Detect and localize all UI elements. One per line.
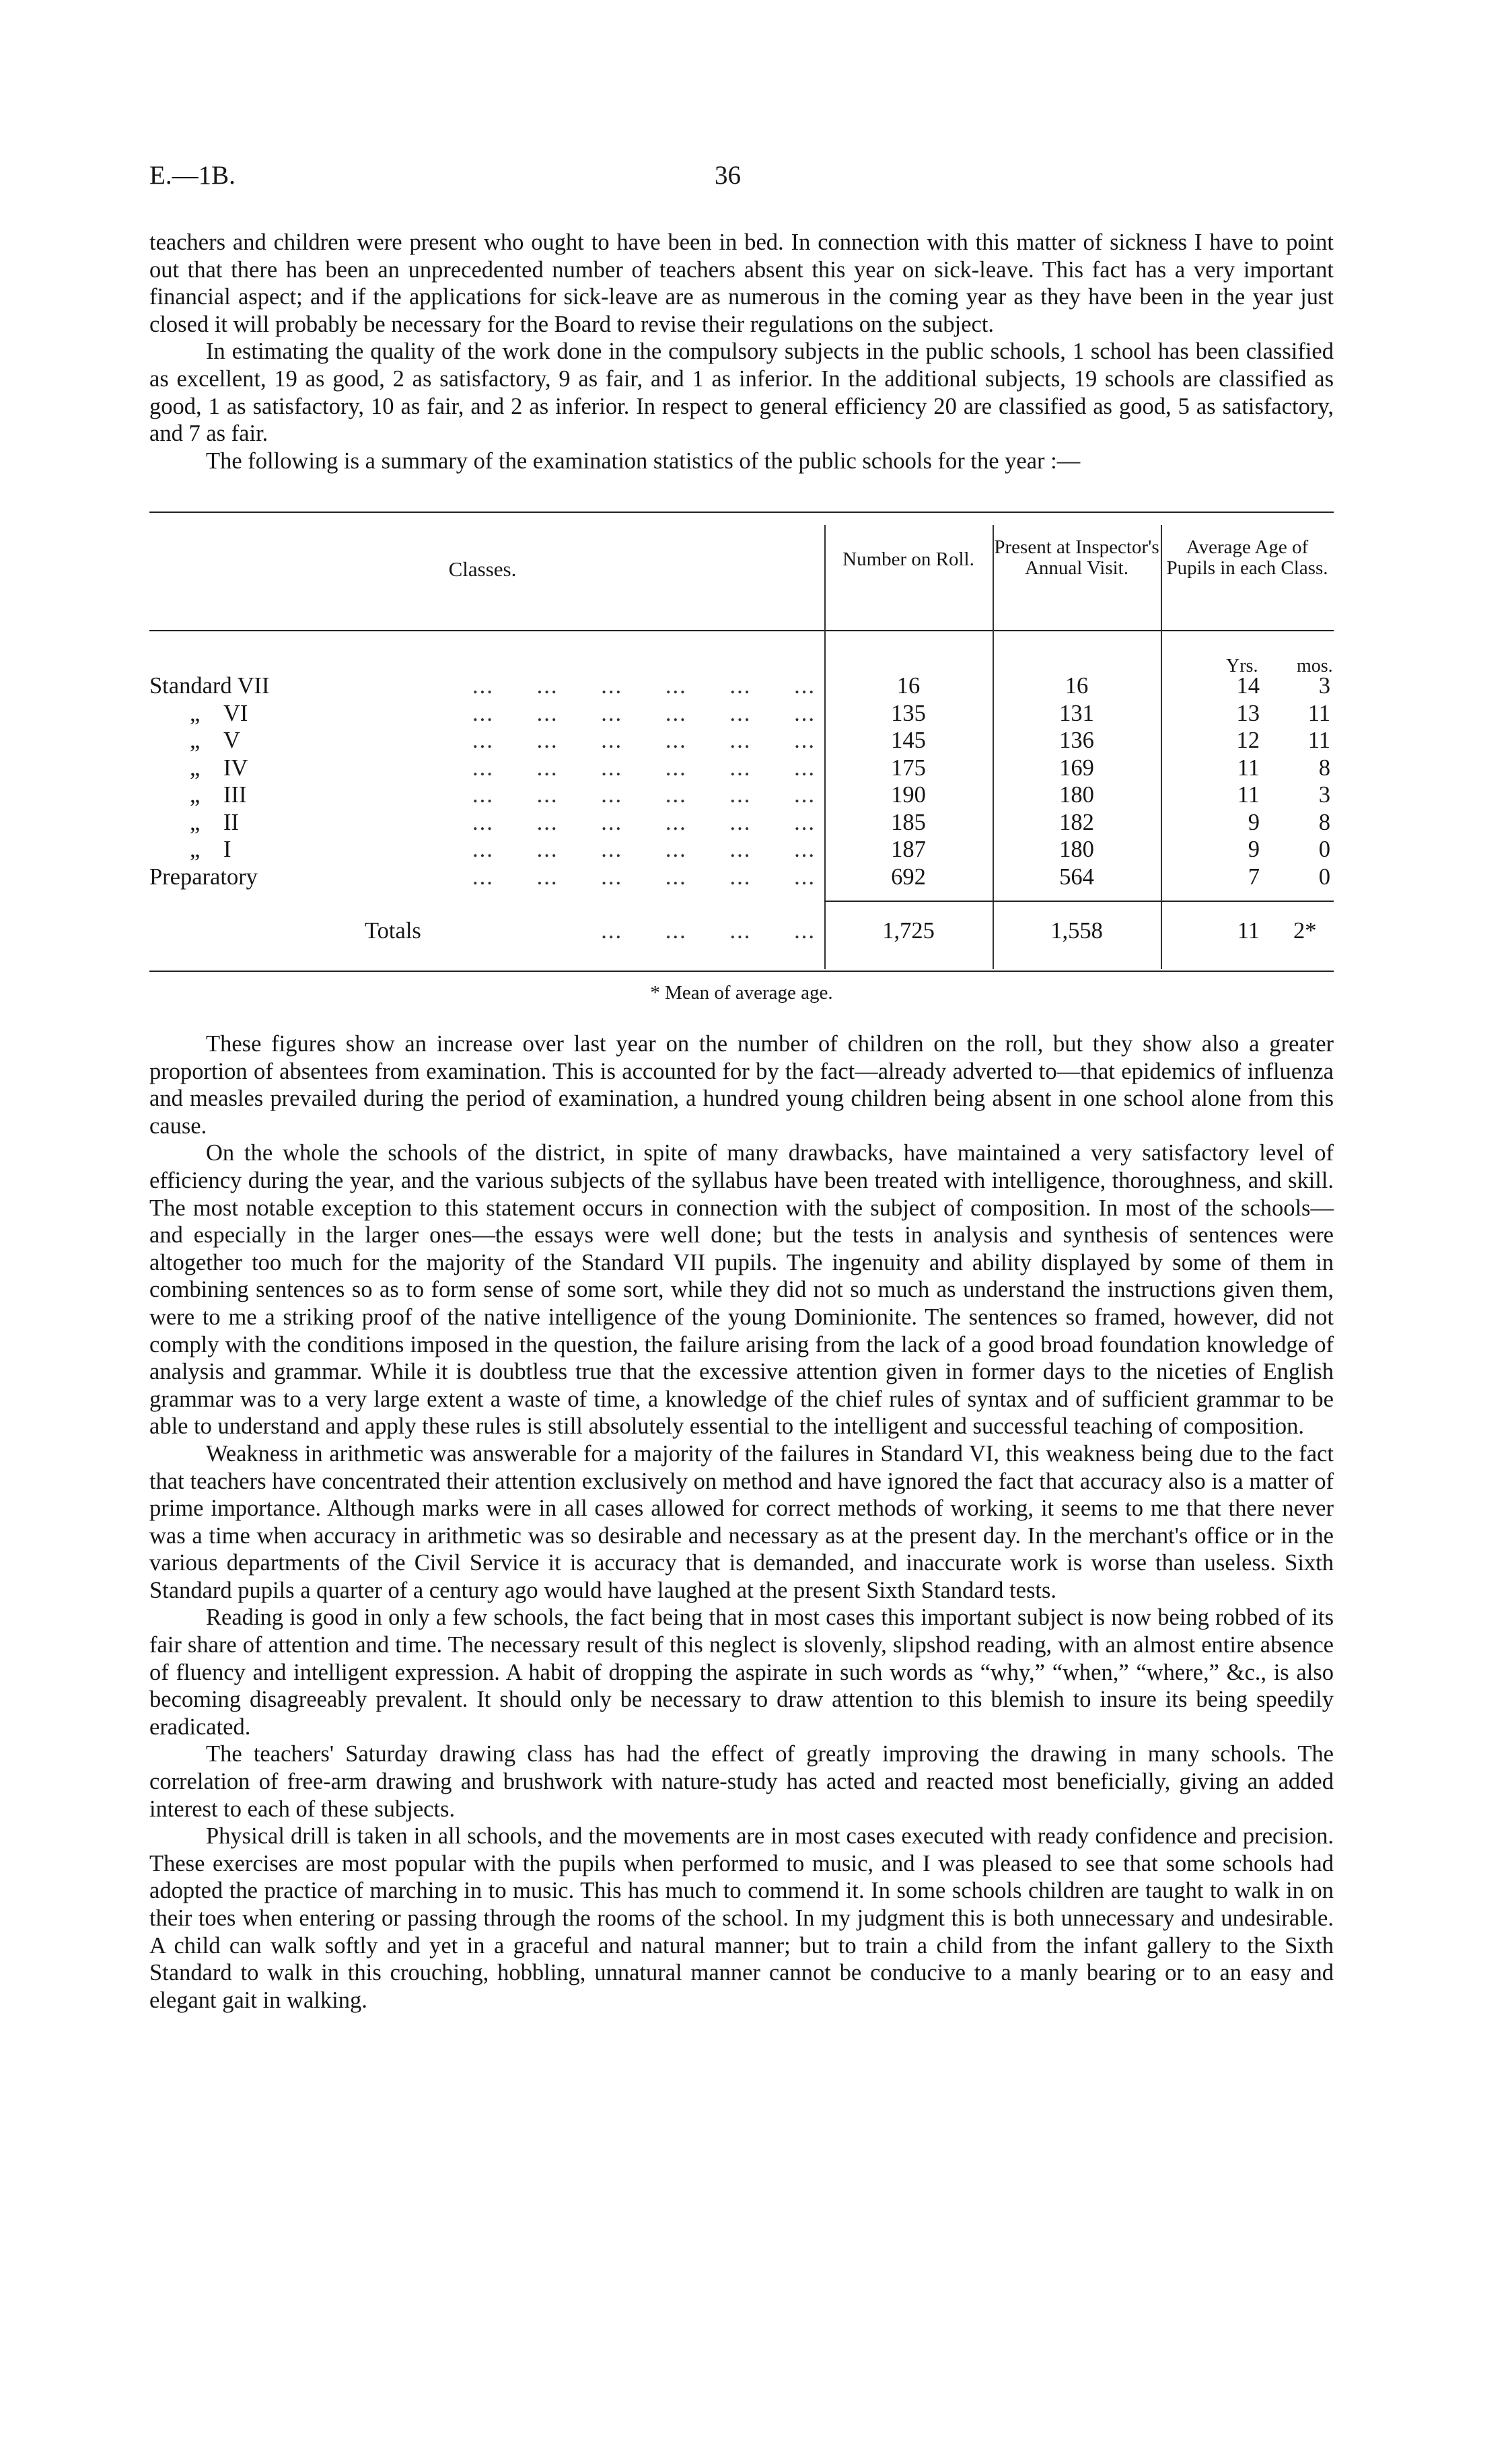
dot-leader: ... [729, 700, 752, 726]
row-class-label: VI [223, 700, 248, 726]
row-leader [351, 673, 816, 699]
dot-leader: ... [665, 809, 687, 835]
row-present: 180 [1059, 837, 1094, 862]
dot-leader: ... [536, 673, 559, 699]
row-class-label: Standard VII [149, 673, 270, 699]
dot-leader: ... [601, 673, 623, 699]
dot-leader: ... [729, 754, 752, 781]
dot-leader: ... [665, 700, 687, 726]
body-text [149, 1030, 1334, 2014]
table-top-rule [149, 512, 1334, 513]
dot-leader: ... [794, 918, 816, 944]
dot-leader: ... [729, 728, 752, 753]
row-leader [351, 728, 816, 754]
header-number-on-roll: Number on Roll. [842, 549, 974, 570]
dot-leader: ... [729, 782, 752, 808]
row-class-label: Preparatory [149, 864, 258, 890]
row-number-on-roll: 692 [891, 864, 926, 890]
row-present: 180 [1059, 782, 1094, 808]
dot-leader: ... [729, 918, 752, 944]
totals-leader [452, 918, 816, 944]
dot-leader: ... [472, 809, 494, 835]
row-age-years: 11 [1237, 754, 1260, 781]
row-age-months: 3 [1318, 673, 1330, 699]
row-age-years: 12 [1236, 728, 1260, 753]
row-class-label: V [223, 728, 240, 753]
row-ditto-mark: „ [190, 754, 201, 781]
totals-rule [824, 901, 1334, 902]
row-present: 16 [1065, 673, 1089, 699]
paragraph: Physical drill is taken in all schools, and the movements are in most cases executed with ready confidence and precision. These exercises are most popular with the pupils when performed to music, and I was pleased to see that some schools had adopted the practice of marching in to music. This has much to commend it. In some schools children are taught to walk in on their toes when entering or passing through the rooms of the school. In my judgment this is both unnecessary and undesirable. A child can walk softly and yet in a graceful and natural manner; but to train a child from the infant gallery to the Sixth Standard to walk in this crouching, hobbling, unnatural manner cannot be conducive to a manly bearing or to an easy and elegant gait in walking. [149, 1823, 1334, 2013]
dot-leader: ... [794, 673, 816, 699]
dot-leader: ... [794, 864, 816, 890]
dot-leader: ... [665, 754, 687, 781]
row-number-on-roll: 185 [891, 809, 926, 835]
dot-leader: ... [536, 728, 559, 753]
paragraph: In estimating the quality of the work done in the compulsory subjects in the public schools, 1 school has been classified as excellent, 19 as good, 2 as satisfactory, 9 as fair, and 1 as inferior. In the additional subjects, 19 schools are classified as good, 1 as satisfactory, 10 as fair, and 2 as inferior. In respect to general efficiency 20 are classified as good, 5 as satisfactory, and 7 as fair. [149, 339, 1334, 447]
row-class-label: I [223, 837, 231, 862]
row-age-years: 7 [1248, 864, 1260, 890]
dot-leader: ... [536, 700, 559, 726]
table-footnote: * Mean of average age. [650, 982, 833, 1004]
totals-label: Totals [365, 918, 421, 944]
row-leader [351, 864, 816, 890]
totals-roll: 1,725 [882, 918, 935, 944]
dot-leader: ... [794, 754, 816, 781]
intro-text [149, 229, 1334, 474]
row-number-on-roll: 175 [891, 754, 926, 781]
dot-leader: ... [794, 837, 816, 862]
row-present: 136 [1059, 728, 1094, 753]
dot-leader: ... [472, 728, 494, 753]
row-age-months: 3 [1318, 782, 1330, 808]
paragraph: The following is a summary of the examination statistics of the public schools for the year :— [206, 448, 1081, 474]
row-leader [351, 782, 816, 808]
dot-leader: ... [536, 837, 559, 862]
dot-leader: ... [794, 809, 816, 835]
paragraph: The teachers' Saturday drawing class has had the effect of greatly improving the drawing in many schools. The correlation of free-arm drawing and brushwork with nature-study has acted and reacted most beneficially, giving an added interest to each of these subjects. [149, 1741, 1334, 1822]
row-age-months: 8 [1318, 754, 1330, 781]
row-leader [351, 810, 816, 836]
dot-leader: ... [794, 728, 816, 753]
dot-leader: ... [601, 728, 623, 753]
dot-leader: ... [794, 782, 816, 808]
row-age-years: 14 [1236, 673, 1260, 699]
age-unit-months: mos. [1297, 656, 1333, 676]
examination-statistics-table [149, 512, 1334, 983]
dot-leader: ... [729, 837, 752, 862]
row-age-months: 8 [1318, 809, 1330, 835]
row-leader [351, 701, 816, 727]
dot-leader: ... [601, 700, 623, 726]
row-present: 182 [1059, 809, 1094, 835]
dot-leader: ... [536, 864, 559, 890]
dot-leader: ... [601, 754, 623, 781]
dot-leader: ... [472, 673, 494, 699]
dot-leader: ... [601, 918, 623, 944]
page-header [149, 160, 1361, 201]
header-bottom-rule [149, 630, 1334, 631]
dot-leader: ... [729, 809, 752, 835]
paragraph: Weakness in arithmetic was answerable for a majority of the failures in Standard VI, this weakness being due to the fact that teachers have concentrated their attention exclusively on method and have ignored the fact that accuracy also is a matter of prime importance. Although marks were in all cases allowed for correct methods of working, it seems to me that there never was a time when accuracy in arithmetic was so desirable and necessary as at the present day. In the merchant's office or in the various departments of the Civil Service it is accuracy that is demanded, and inaccurate work is worse than useless. Sixth Standard pupils a quarter of a century ago would have laughed at the present Sixth Standard tests. [149, 1440, 1334, 1603]
row-ditto-mark: „ [190, 728, 201, 753]
row-class-label: II [223, 809, 239, 835]
header-average-age: Average Age of Pupils in each Class. [1166, 536, 1328, 579]
row-number-on-roll: 135 [891, 700, 926, 726]
header-classes: Classes. [448, 557, 517, 581]
totals-years: 11 [1237, 918, 1260, 944]
paragraph: teachers and children were present who ought to have been in bed. In connection with this matter of sickness I have to point out that there has been an unprecedented number of teachers absent this year on sick-leave. This fact has a very important financial aspect; and if the applications for sick-leave are as numerous in the coming year as they have been in the year just closed it will probably be necessary for the Board to revise their regulations on the subject. [149, 230, 1334, 337]
row-age-years: 9 [1248, 837, 1260, 862]
dot-leader: ... [472, 837, 494, 862]
row-leader [351, 755, 816, 781]
dot-leader: ... [665, 728, 687, 753]
row-number-on-roll: 190 [891, 782, 926, 808]
row-present: 564 [1059, 864, 1094, 890]
age-unit-years: Yrs. [1226, 656, 1258, 676]
row-age-months: 11 [1307, 700, 1330, 726]
paragraph: These figures show an increase over last year on the number of children on the roll, but they show also a greater proportion of absentees from examination. This is accounted for by the fact—already adverted to—that epidemics of influenza and measles prevailed during the period of examination, a hundred young children being absent in one school alone from this cause. [149, 1031, 1334, 1139]
dot-leader: ... [665, 782, 687, 808]
row-class-label: IV [223, 754, 248, 781]
row-present: 131 [1059, 700, 1094, 726]
dot-leader: ... [536, 782, 559, 808]
row-ditto-mark: „ [190, 782, 201, 808]
dot-leader: ... [665, 864, 687, 890]
row-class-label: III [223, 782, 247, 808]
row-age-months: 11 [1307, 728, 1330, 753]
table-bottom-rule [149, 971, 1334, 972]
row-number-on-roll: 187 [891, 837, 926, 862]
dot-leader: ... [536, 754, 559, 781]
row-age-years: 11 [1237, 782, 1260, 808]
row-age-months: 0 [1318, 864, 1330, 890]
dot-leader: ... [794, 700, 816, 726]
totals-present: 1,558 [1050, 918, 1103, 944]
column-divider [1161, 525, 1162, 969]
dot-leader: ... [472, 754, 494, 781]
row-number-on-roll: 16 [896, 673, 921, 699]
row-present: 169 [1059, 754, 1094, 781]
page-number: 36 [715, 161, 741, 190]
dot-leader: ... [665, 673, 687, 699]
paragraph: On the whole the schools of the district, in spite of many drawbacks, have maintained a very satisfactory level of efficiency during the year, and the various subjects of the syllabus have been treated with intelligence, thoroughness, and skill. The most notable exception to this statement occurs in connection with the subject of composition. In most of the schools—and especially in the larger ones—the essays were well done; but the tests in analysis and synthesis of sentences were altogether too much for the majority of the Standard VII pupils. The ingenuity and ability displayed by some of them in combining sentences so as to form sense of some sort, while they did not so much as understand the instructions given them, were to me a striking proof of the native intelligence of the young Dominionite. The sentences so framed, however, did not comply with the conditions imposed in the question, the failure arising from the lack of a good broad foundation knowledge of analysis and grammar. While it is doubtless true that the excessive attention given in former days to the niceties of English grammar was to a very large extent a waste of time, a knowledge of the chief rules of syntax and of sufficient grammar to be able to understand and apply these rules is still absolutely essential to the intelligent and successful teaching of composition. [149, 1140, 1334, 1440]
dot-leader: ... [665, 837, 687, 862]
dot-leader: ... [472, 700, 494, 726]
row-ditto-mark: „ [190, 700, 201, 726]
paragraph: Reading is good in only a few schools, the fact being that in most cases this important subject is now being robbed of its fair share of attention and time. The necessary result of this neglect is slovenly, slipshod reading, with an almost entire absence of fluency and intelligent expression. A habit of dropping the aspirate in such words as “why,” “when,” “where,” &c., is also becoming disagreeably prevalent. It should only be necessary to draw attention to this blemish to insure its being speedily eradicated. [149, 1605, 1334, 1740]
totals-months: 2* [1293, 918, 1317, 944]
dot-leader: ... [472, 864, 494, 890]
row-age-years: 9 [1248, 809, 1260, 835]
dot-leader: ... [601, 782, 623, 808]
dot-leader: ... [472, 782, 494, 808]
dot-leader: ... [729, 673, 752, 699]
row-leader [351, 837, 816, 863]
dot-leader: ... [536, 809, 559, 835]
header-present: Present at Inspector's Annual Visit. [994, 536, 1159, 579]
dot-leader: ... [665, 918, 687, 944]
row-age-years: 13 [1236, 700, 1260, 726]
row-age-months: 0 [1318, 837, 1330, 862]
dot-leader: ... [729, 864, 752, 890]
row-number-on-roll: 145 [891, 728, 926, 753]
report-reference: E.—1B. [149, 161, 236, 190]
dot-leader: ... [601, 809, 623, 835]
dot-leader: ... [601, 837, 623, 862]
row-ditto-mark: „ [190, 809, 201, 835]
dot-leader: ... [601, 864, 623, 890]
row-ditto-mark: „ [190, 837, 201, 862]
